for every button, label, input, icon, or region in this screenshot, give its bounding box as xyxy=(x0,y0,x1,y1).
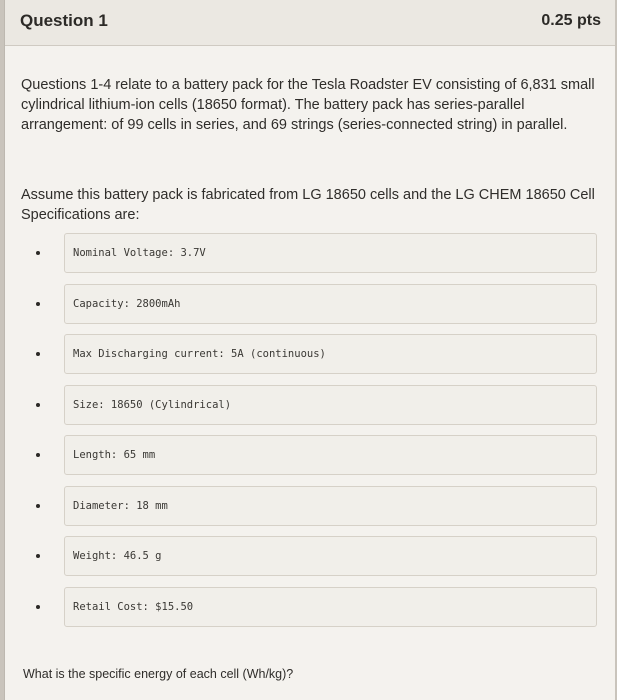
bullet-icon xyxy=(36,554,40,558)
code-box xyxy=(64,587,597,627)
list-item xyxy=(5,233,615,284)
list-item xyxy=(5,486,615,537)
list-item xyxy=(5,385,615,436)
code-box xyxy=(64,536,597,576)
code-box xyxy=(64,334,597,374)
question-prompt: What is the specific energy of each cell (Wh/kg)? xyxy=(23,667,294,681)
spec-text: Size: 18650 (Cylindrical) xyxy=(73,398,232,411)
spec-text: Retail Cost: $15.50 xyxy=(73,600,194,613)
question-points: 0.25 pts xyxy=(541,12,601,29)
code-box xyxy=(64,284,597,324)
bullet-icon xyxy=(36,302,40,306)
list-item xyxy=(5,435,615,486)
spec-text: Length: 65 mm xyxy=(73,449,156,461)
list-item xyxy=(5,587,615,638)
spec-text: Diameter: 18 mm xyxy=(73,499,168,512)
code-box xyxy=(64,385,597,425)
question-assumption: Assume this battery pack is fabricated from LG 18650 cells and the LG CHEM 18650 Cell Specifications are: xyxy=(21,187,595,223)
spec-text: Max Discharging current: 5A (continuous) xyxy=(73,348,326,360)
spec-text: Weight: 46.5 g xyxy=(73,550,162,562)
bullet-icon xyxy=(36,403,40,407)
list-item xyxy=(5,536,615,587)
list-item xyxy=(5,334,615,385)
spec-list xyxy=(5,233,615,637)
question-card xyxy=(4,0,615,700)
bullet-icon xyxy=(36,251,40,255)
question-intro: Questions 1-4 relate to a battery pack for the Tesla Roadster EV consisting of 6,831 small cylindrical lithium-ion cells (18650 format). The battery pack has series-parallel arrangement: of 99 cells in series, and 69 strings (series-connected string) in parallel. xyxy=(21,77,595,133)
list-item xyxy=(5,284,615,335)
code-box xyxy=(64,486,597,526)
bullet-icon xyxy=(36,352,40,356)
question-title: Question 1 xyxy=(20,11,108,30)
spec-text: Capacity: 2800mAh xyxy=(73,297,181,310)
bullet-icon xyxy=(36,504,40,508)
question-header xyxy=(5,0,615,46)
bullet-icon xyxy=(36,453,40,457)
spec-text: Nominal Voltage: 3.7V xyxy=(73,247,206,259)
code-box xyxy=(64,435,597,475)
code-box xyxy=(64,233,597,273)
bullet-icon xyxy=(36,605,40,609)
